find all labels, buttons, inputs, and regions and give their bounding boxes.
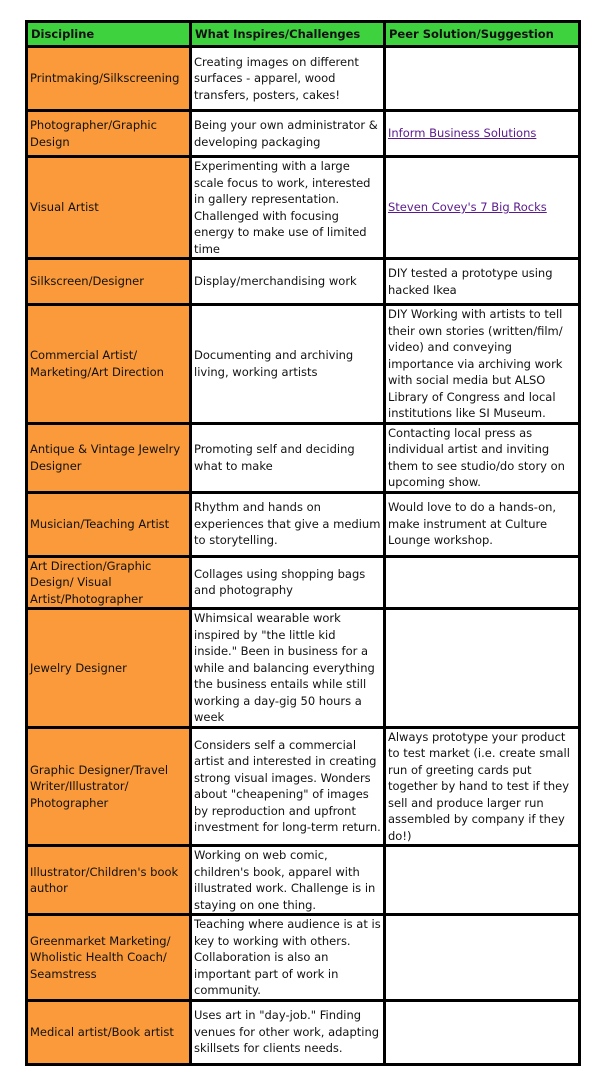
inspires-cell: Rhythm and hands on experiences that give a medium to storytelling. (191, 492, 385, 556)
discipline-cell: Commercial Artist/ Marketing/Art Direction (27, 305, 191, 424)
discipline-cell: Art Direction/Graphic Design/ Visual Artist/Photographer (27, 556, 191, 609)
table-row (27, 727, 580, 846)
discipline-cell: Medical artist/Book artist (27, 1000, 191, 1064)
suggestion-link[interactable]: Steven Covey's 7 Big Rocks (388, 200, 547, 215)
suggestion-link[interactable]: Inform Business Solutions (388, 126, 537, 141)
suggestion-cell (385, 556, 580, 609)
table-row (27, 609, 580, 728)
inspires-cell: Creating images on different surfaces - apparel, wood transfers, posters, cakes! (191, 47, 385, 111)
suggestion-cell (385, 157, 580, 259)
discipline-cell: Musician/Teaching Artist (27, 492, 191, 556)
inspires-cell: Whimsical wearable work inspired by "the little kid inside." Been in business for a while and balancing everything the business entails while still working a day-gig 50 hours a week (191, 609, 385, 728)
table-row (27, 423, 580, 492)
inspires-cell: Display/merchandising work (191, 259, 385, 305)
table-row (27, 492, 580, 556)
discipline-cell: Greenmarket Marketing/ Wholistic Health Coach/ Seamstress (27, 915, 191, 1001)
inspires-cell: Collages using shopping bags and photography (191, 556, 385, 609)
table-row (27, 915, 580, 1001)
discipline-cell: Jewelry Designer (27, 609, 191, 728)
suggestion-cell: Always prototype your product to test market (i.e. create small run of greeting cards put together by hand to test if they sell and produce larger run assembled by company if they do!) (385, 727, 580, 846)
inspires-cell: Being your own administrator & developing packaging (191, 111, 385, 157)
table-row (27, 157, 580, 259)
header-row (27, 22, 580, 47)
discipline-cell: Printmaking/Silkscreening (27, 47, 191, 111)
table-row (27, 259, 580, 305)
table-row (27, 846, 580, 915)
discipline-cell: Photographer/Graphic Design (27, 111, 191, 157)
table-row (27, 305, 580, 424)
discipline-cell: Silkscreen/Designer (27, 259, 191, 305)
header-suggestion: Peer Solution/Suggestion (385, 22, 580, 47)
suggestion-cell (385, 47, 580, 111)
discipline-cell: Illustrator/Children's book author (27, 846, 191, 915)
inspires-cell: Considers self a commercial artist and interested in creating strong visual images. Wonders about "cheapening" of images by reproduction and upfront investment for long-term return. (191, 727, 385, 846)
table-row (27, 1000, 580, 1064)
suggestion-cell: DIY tested a prototype using hacked Ikea (385, 259, 580, 305)
table-row (27, 111, 580, 157)
inspires-cell: Promoting self and deciding what to make (191, 423, 385, 492)
table-row (27, 556, 580, 609)
inspires-cell: Documenting and archiving living, working artists (191, 305, 385, 424)
suggestion-cell (385, 846, 580, 915)
inspires-cell: Experimenting with a large scale focus to work, interested in gallery representation. Challenged with focusing energy to make use of limited time (191, 157, 385, 259)
inspires-cell: Working on web comic, children's book, apparel with illustrated work. Challenge is in staying on one thing. (191, 846, 385, 915)
inspires-cell: Uses art in "day-job." Finding venues for other work, adapting skillsets for clients needs. (191, 1000, 385, 1064)
suggestion-cell: Would love to do a hands-on, make instrument at Culture Lounge workshop. (385, 492, 580, 556)
suggestion-cell (385, 111, 580, 157)
discipline-cell: Antique & Vintage Jewelry Designer (27, 423, 191, 492)
table-row (27, 47, 580, 111)
suggestion-cell (385, 1000, 580, 1064)
suggestion-cell (385, 915, 580, 1001)
discipline-table (25, 20, 581, 1066)
discipline-cell: Visual Artist (27, 157, 191, 259)
suggestion-cell: DIY Working with artists to tell their own stories (written/film/ video) and conveying importance via archiving work with social media but ALSO Library of Congress and local institutions like SI Museum. (385, 305, 580, 424)
header-discipline: Discipline (27, 22, 191, 47)
suggestion-cell (385, 609, 580, 728)
discipline-cell: Graphic Designer/Travel Writer/Illustrator/ Photographer (27, 727, 191, 846)
inspires-cell: Teaching where audience is at is key to working with others. Collaboration is also an important part of work in community. (191, 915, 385, 1001)
header-inspires: What Inspires/Challenges (191, 22, 385, 47)
suggestion-cell: Contacting local press as individual artist and inviting them to see studio/do story on upcoming show. (385, 423, 580, 492)
